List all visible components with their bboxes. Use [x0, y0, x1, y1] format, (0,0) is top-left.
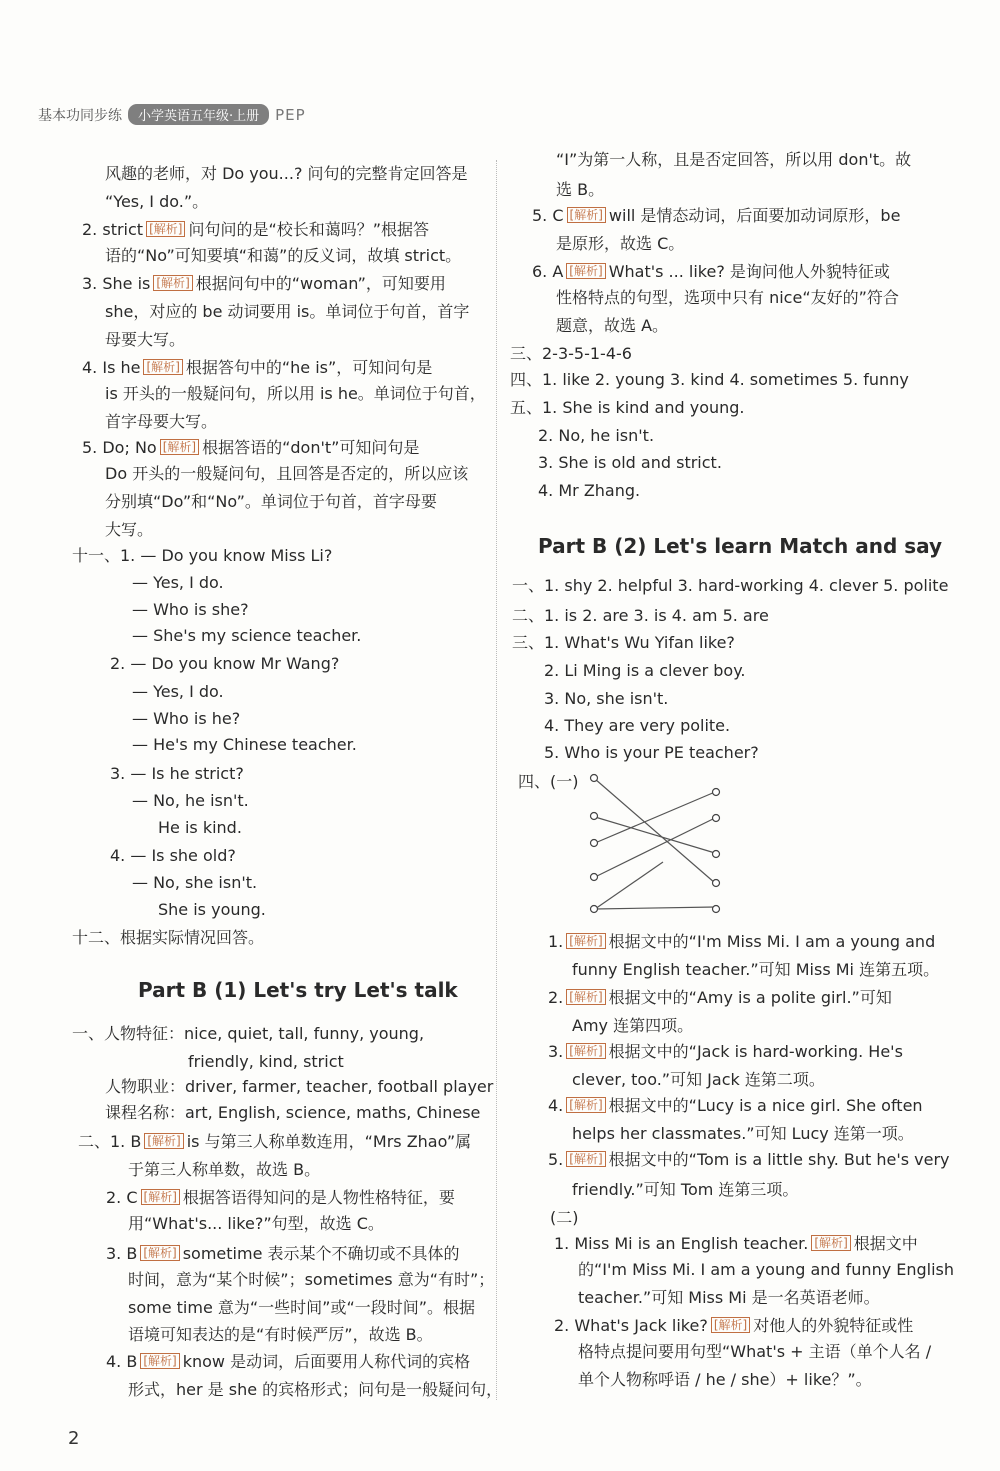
right-column-line	[572, 960, 939, 980]
left-column-line	[105, 412, 217, 432]
left-column-line	[105, 302, 469, 322]
right-column-line	[554, 1316, 913, 1336]
line-text: 3. She is	[82, 274, 151, 293]
left-column-line	[105, 330, 185, 350]
left-column-line	[78, 1132, 471, 1152]
line-text: 3.	[548, 1042, 564, 1061]
line-text: 2.	[548, 988, 564, 1007]
analysis-tag: [ 解析 ]	[711, 1317, 750, 1333]
line-text: 十一、1. — Do you know Miss Li?	[72, 546, 333, 565]
analysis-text: 根据答句中的“he is”，可知问句是	[185, 358, 433, 377]
analysis-tag: [ 解析 ]	[160, 439, 199, 455]
left-column-line	[132, 791, 249, 811]
line-text: 5. C	[532, 206, 564, 225]
right-column-line	[544, 661, 745, 681]
column-divider	[496, 160, 497, 1400]
line-text: 2. C	[106, 1188, 138, 1207]
line-text: 5.	[548, 1150, 564, 1169]
line-text: 单个人物称呼语 / he / she）+ like？”。	[578, 1370, 872, 1389]
right-column-line	[556, 150, 911, 170]
left-column-line	[132, 735, 357, 755]
analysis-tag: [ 解析 ]	[140, 1353, 179, 1369]
line-text: “I”为第一人称，且是否定回答，所以用 don't。故	[556, 150, 912, 169]
section-heading: Part B (2) Let's learn Match and say	[538, 534, 943, 558]
line-text: Do 开头的一般疑问句，且回答是否定的，所以应该	[105, 464, 469, 483]
line-text: 3. B	[106, 1244, 138, 1263]
line-text: 3. — Is he strict?	[110, 764, 244, 783]
line-text: — He's my Chinese teacher.	[132, 735, 357, 754]
analysis-text: 根据文中的“Amy is a polite girl.”可知	[608, 988, 892, 1007]
left-column-line	[106, 1244, 460, 1264]
line-text: teacher.”可知 Miss Mi 是一名英语老师。	[578, 1288, 880, 1307]
line-text: 分别填“Do”和“No”。单词位于句首，首字母要	[105, 492, 437, 511]
line-text: 4.	[548, 1096, 564, 1115]
left-column-line	[106, 1352, 470, 1372]
analysis-tag: [ 解析 ]	[153, 275, 192, 291]
analysis-tag: [ 解析 ]	[144, 1133, 183, 1149]
line-text: 2. No, he isn't.	[538, 426, 655, 445]
right-column-line	[518, 772, 579, 792]
right-column-line	[572, 1180, 798, 1200]
right-column-line	[572, 1016, 693, 1036]
left-column-line	[128, 1270, 494, 1290]
line-text: 二、1. B	[78, 1132, 142, 1151]
line-text: 的“I'm Miss Mi. I am a young and funny English	[578, 1260, 955, 1279]
line-text: 二、1. is 2. are 3. is 4. am 5. are	[512, 606, 769, 625]
right-column-line	[512, 606, 769, 626]
analysis-text: 根据文中的“Jack is hard-working. He's	[608, 1042, 903, 1061]
right-column-line	[548, 1042, 903, 1062]
line-text: He is kind.	[158, 818, 242, 837]
line-text: 用“What's... like?”句型，故选 C。	[128, 1214, 384, 1233]
analysis-text: sometime 表示某个不确切或不具体的	[182, 1244, 460, 1263]
section-heading: Part B (1) Let's try Let's talk	[138, 978, 458, 1002]
matching-diagram	[588, 770, 724, 916]
left-column-line	[72, 546, 332, 566]
line-text: some time 意为“一些时间”或“一段时间”。根据	[128, 1298, 476, 1317]
right-column-line	[510, 398, 745, 418]
left-column-line	[82, 274, 446, 294]
right-column-line	[538, 481, 640, 501]
line-text: is 开头的一般疑问句，所以用 is he。单词位于句首，	[105, 384, 486, 403]
analysis-text: 根据文中的“I'm Miss Mi. I am a young and	[608, 932, 936, 951]
right-column-line	[510, 370, 909, 390]
line-text: 4. B	[106, 1352, 138, 1371]
line-text: 2. strict	[82, 220, 144, 239]
line-text: 2. — Do you know Mr Wang?	[110, 654, 340, 673]
line-text: she，对应的 be 动词要用 is。单词位于句首，首字	[105, 302, 470, 321]
line-text: 一、人物特征：nice, quiet, tall, funny, young,	[72, 1024, 425, 1043]
left-column-line	[158, 900, 266, 920]
left-column-line	[188, 1052, 344, 1072]
analysis-text: 问句问的是“校长和蔼吗？”根据答	[188, 220, 430, 239]
line-text: 6. A	[532, 262, 564, 281]
right-column-line	[538, 453, 722, 473]
analysis-tag: [ 解析 ]	[566, 933, 605, 949]
right-column-line	[578, 1288, 880, 1308]
analysis-tag: [ 解析 ]	[143, 359, 182, 375]
right-column-line	[532, 262, 890, 282]
analysis-text: 对他人的外貌特征或性	[753, 1316, 914, 1335]
right-column-line	[548, 988, 892, 1008]
left-column-line	[105, 1077, 493, 1097]
right-column-line	[544, 689, 668, 709]
right-column-line	[548, 1150, 950, 1170]
line-text: 1. Miss Mi is an English teacher.	[554, 1234, 809, 1253]
right-column-line	[544, 743, 759, 763]
line-text: 4. They are very polite.	[544, 716, 731, 735]
right-column-line	[554, 1234, 918, 1254]
page-number: 2	[68, 1428, 80, 1449]
left-column-line	[110, 654, 339, 674]
running-header	[38, 104, 306, 125]
line-text: 4. Mr Zhang.	[538, 481, 641, 500]
line-text: — Yes, I do.	[132, 682, 224, 701]
line-text: She is young.	[158, 900, 266, 919]
right-column-line	[556, 316, 668, 336]
right-column-line	[578, 1260, 954, 1280]
left-column-line	[128, 1298, 475, 1318]
left-column-line	[82, 220, 429, 240]
line-text: 母要大写。	[105, 330, 186, 349]
line-text: 于第三人称单数，故选 B。	[128, 1160, 321, 1179]
right-column-line	[532, 206, 900, 226]
analysis-text: 根据答语的“don't”可知问句是	[202, 438, 420, 457]
line-text: 1.	[548, 932, 564, 951]
line-text: 四、(一)	[518, 772, 579, 791]
line-text: 语的“No”可知要填“和蔼”的反义词，故填 strict。	[105, 246, 462, 265]
right-column-line	[556, 288, 899, 308]
analysis-tag: [ 解析 ]	[141, 1189, 180, 1205]
line-text: 五、1. She is kind and young.	[510, 398, 745, 417]
left-column-line	[128, 1214, 384, 1234]
left-column-line	[158, 818, 242, 838]
analysis-text: 根据文中的“Lucy is a nice girl. She often	[608, 1096, 923, 1115]
right-column-line	[556, 234, 684, 254]
left-column-line	[132, 682, 224, 702]
analysis-text: know 是动词，后面要用人称代词的宾格	[182, 1352, 471, 1371]
left-column-line	[106, 1188, 455, 1208]
series-name: 基本功同步练	[38, 107, 122, 124]
right-column-line	[510, 344, 632, 364]
line-text: 三、2-3-5-1-4-6	[510, 344, 632, 363]
line-text: 5. Who is your PE teacher?	[544, 743, 759, 762]
analysis-text: 根据答语得知问的是人物性格特征，要	[182, 1188, 455, 1207]
line-text: — Who is he?	[132, 709, 241, 728]
analysis-tag: [ 解析 ]	[566, 1151, 605, 1167]
left-column-line	[132, 709, 240, 729]
line-text: 3. No, she isn't.	[544, 689, 669, 708]
left-column-line	[132, 626, 361, 646]
analysis-tag: [ 解析 ]	[811, 1235, 850, 1251]
line-text: 格特点提问要用句型“What's + 主语（单个人名 /	[578, 1342, 932, 1361]
line-text: 是原形，故选 C。	[556, 234, 685, 253]
line-text: friendly.”可知 Tom 连第三项。	[572, 1180, 799, 1199]
line-text: (二)	[550, 1208, 579, 1227]
line-text: 题意，故选 A。	[556, 316, 669, 335]
line-text: — No, she isn't.	[132, 873, 258, 892]
right-column-line	[550, 1208, 579, 1228]
line-text: “Yes, I do.”。	[105, 192, 209, 211]
line-text: 课程名称：art, English, science, maths, Chinese	[105, 1103, 481, 1122]
line-text: 5. Do; No	[82, 438, 157, 457]
line-text: — She's my science teacher.	[132, 626, 362, 645]
line-text: — No, he isn't.	[132, 791, 249, 810]
left-column-line	[82, 358, 432, 378]
line-text: 语境可知表达的是“有时候严厉”，故选 B。	[128, 1325, 433, 1344]
line-text: — Yes, I do.	[132, 573, 224, 592]
line-text: 4. Is he	[82, 358, 141, 377]
right-column-line	[572, 1124, 914, 1144]
analysis-tag: [ 解析 ]	[566, 1097, 605, 1113]
analysis-tag: [ 解析 ]	[566, 263, 605, 279]
left-column-line	[82, 438, 419, 458]
line-text: 风趣的老师，对 Do you...? 问句的完整肯定回答是	[105, 164, 468, 183]
left-column-line	[105, 246, 461, 266]
line-text: funny English teacher.”可知 Miss Mi 连第五项。	[572, 960, 940, 979]
left-column-line	[105, 192, 208, 212]
right-column-line	[512, 633, 735, 653]
analysis-tag: [ 解析 ]	[140, 1245, 179, 1261]
line-text: 性格特点的句型，选项中只有 nice“友好的”符合	[556, 288, 899, 307]
line-text: 4. — Is she old?	[110, 846, 236, 865]
line-text: 时间，意为“某个时候”；sometimes 意为“有时”；	[128, 1270, 495, 1289]
line-text: 形式，her 是 she 的宾格形式；问句是一般疑问句，	[128, 1380, 503, 1399]
line-text: 一、1. shy 2. helpful 3. hard-working 4. clever 5. polite	[512, 576, 949, 595]
left-column-line	[132, 873, 257, 893]
line-text: friendly, kind, strict	[188, 1052, 344, 1071]
left-column-line	[128, 1325, 433, 1345]
left-column-line	[105, 520, 153, 540]
line-text: 三、1. What's Wu Yifan like?	[512, 633, 735, 652]
left-column-line	[128, 1160, 320, 1180]
analysis-text: What's ... like? 是询问他人外貌特征或	[608, 262, 890, 281]
right-column-line	[556, 180, 604, 200]
left-column-line	[72, 928, 264, 948]
right-column-line	[548, 932, 935, 952]
right-column-line	[578, 1370, 872, 1390]
right-column-line	[548, 1096, 923, 1116]
analysis-text: will 是情态动词，后面要加动词原形，be	[608, 206, 901, 225]
line-text: 人物职业：driver, farmer, teacher, football player	[105, 1077, 494, 1096]
left-column-line	[72, 1024, 424, 1044]
line-text: 四、1. like 2. young 3. kind 4. sometimes 5. funny	[510, 370, 909, 389]
left-column-line	[128, 1380, 502, 1400]
left-column-line	[132, 600, 249, 620]
line-text: 首字母要大写。	[105, 412, 218, 431]
left-column-line	[105, 492, 437, 512]
line-text: 大写。	[105, 520, 154, 539]
right-column-line	[572, 1070, 825, 1090]
analysis-text: 根据文中的“Tom is a little shy. But he's very	[608, 1150, 950, 1169]
left-column-line	[105, 164, 468, 184]
line-text: Amy 连第四项。	[572, 1016, 694, 1035]
line-text: 2. Li Ming is a clever boy.	[544, 661, 746, 680]
left-column-line	[110, 764, 244, 784]
analysis-text: is 与第三人称单数连用，“Mrs Zhao”属	[186, 1132, 472, 1151]
book-tag: 小学英语五年级·上册	[128, 104, 269, 125]
line-text: helps her classmates.”可知 Lucy 连第一项。	[572, 1124, 914, 1143]
line-text: 选 B。	[556, 180, 605, 199]
analysis-text: 根据问句中的“woman”，可知要用	[195, 274, 446, 293]
analysis-tag: [ 解析 ]	[566, 1043, 605, 1059]
line-text: 十二、根据实际情况回答。	[72, 928, 265, 947]
analysis-text: 根据文中	[853, 1234, 918, 1253]
right-column-line	[544, 716, 730, 736]
analysis-tag: [ 解析 ]	[566, 989, 605, 1005]
analysis-tag: [ 解析 ]	[146, 221, 185, 237]
right-column-line	[512, 576, 948, 596]
line-text: — Who is she?	[132, 600, 249, 619]
left-column-line	[105, 1103, 480, 1123]
analysis-tag: [ 解析 ]	[567, 207, 606, 223]
line-text: clever, too.”可知 Jack 连第二项。	[572, 1070, 825, 1089]
left-column-line	[132, 573, 224, 593]
line-text: 3. She is old and strict.	[538, 453, 722, 472]
right-column-line	[538, 426, 654, 446]
left-column-line	[110, 846, 236, 866]
left-column-line	[105, 464, 468, 484]
left-column-line	[105, 384, 486, 404]
edition-label: PEP	[275, 105, 306, 124]
line-text: 2. What's Jack like?	[554, 1316, 708, 1335]
right-column-line	[578, 1342, 931, 1362]
